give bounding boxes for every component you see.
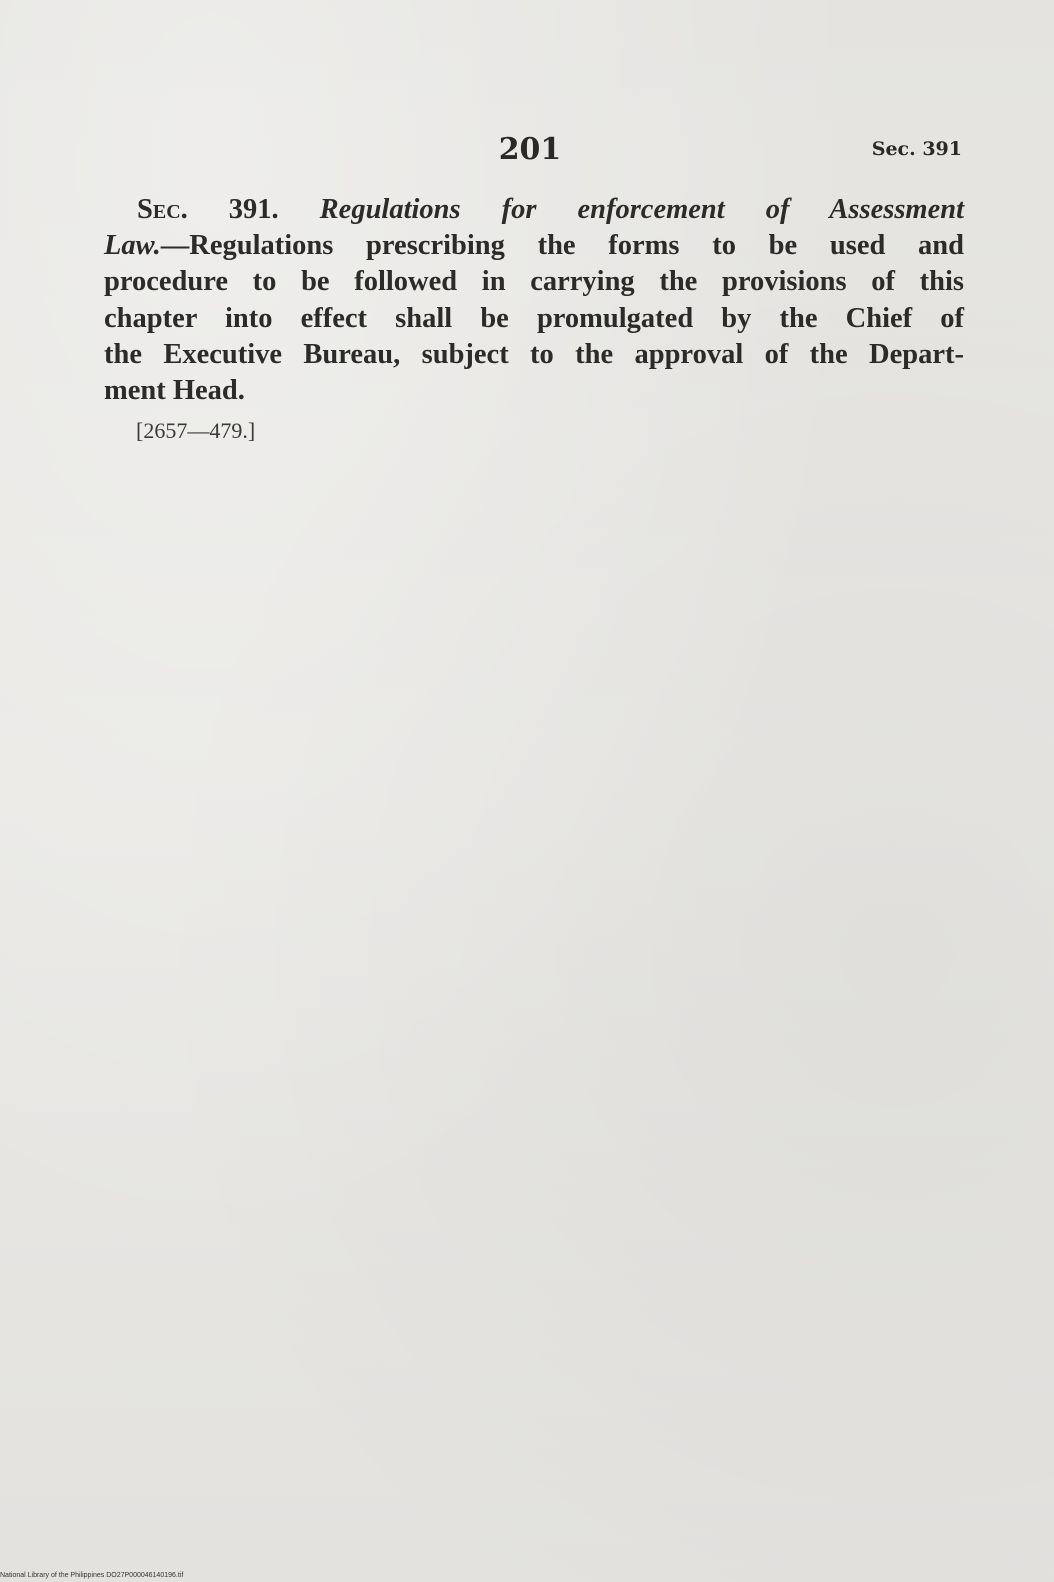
- scan-credit: National Library of the Philippines DO27P000046140196.tif: [0, 1572, 184, 1579]
- legislative-citation: [2657—479.]: [136, 418, 256, 443]
- paragraph-line-1: [104, 192, 964, 228]
- section-heading: Regulations for enforcement of Assessment: [319, 194, 965, 225]
- paragraph-text-start: —Regulations prescribing the forms to be used and: [160, 230, 964, 262]
- section-paragraph: [104, 192, 964, 409]
- paragraph-line-4: chapter into effect shall be promulgated by the Chief of: [104, 302, 964, 334]
- paragraph-line-2: [104, 228, 964, 264]
- paragraph-line-5: the Executive Bureau, subject to the approval of the Depart-: [104, 338, 964, 370]
- section-label: Sec. 391.: [137, 194, 279, 225]
- paragraph-line-6: ment Head.: [104, 375, 245, 407]
- page-number: 201: [498, 132, 562, 167]
- section-heading-continued: Law.: [104, 230, 161, 262]
- paragraph-line-3: procedure to be followed in carrying the provisions of this: [104, 266, 964, 298]
- running-section-reference: Sec. 391: [871, 138, 962, 160]
